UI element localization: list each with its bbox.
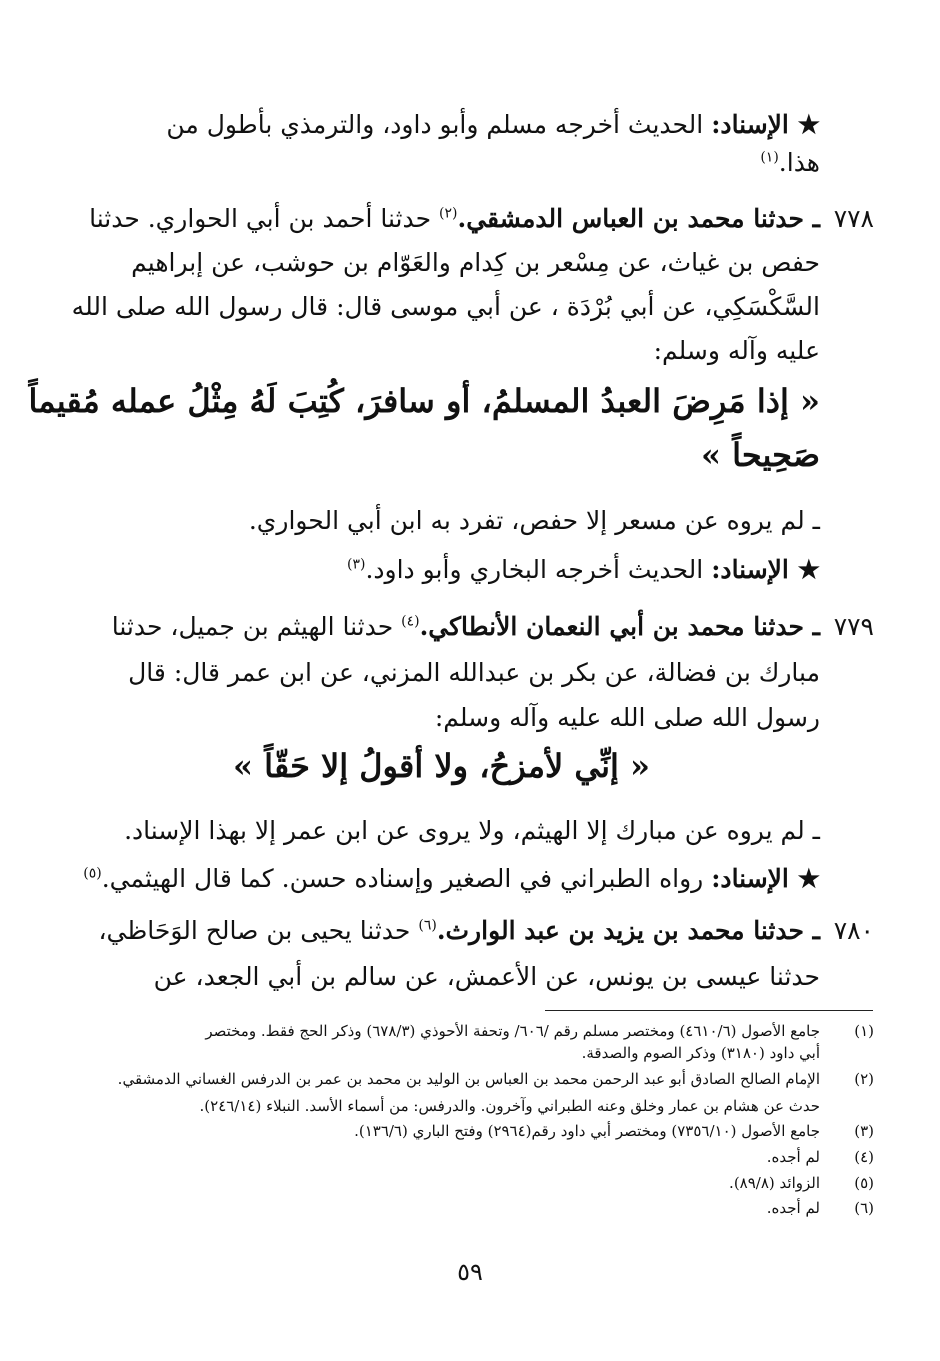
footnote-ref: (٤): [401, 613, 420, 630]
footnote-number: (٢): [854, 1070, 874, 1088]
hadith-number: ٧٧٨: [833, 204, 874, 233]
isnad-label: ★ الإسناد:: [711, 555, 820, 584]
footnote-divider: [545, 1010, 873, 1011]
footnote-ref: (٢): [439, 205, 458, 222]
isnad-line: [166, 108, 820, 142]
footnote-ref: (٦): [418, 917, 437, 934]
isnad-label: ★ الإسناد:: [711, 864, 820, 893]
isnad-text: الحديث أخرجه البخاري وأبو داود.: [365, 555, 712, 584]
isnad-line: [347, 553, 820, 587]
footnote-text: جامع الأصول (٧٣٥٦/١٠) ومختصر أبي داود رقم(٢٩٦٤) وفتح الباري (١٣٦/٦).: [354, 1122, 820, 1140]
chain-text: ـ حدثنا محمد بن أبي النعمان الأنطاكي.: [419, 612, 820, 641]
footnote-text: جامع الأصول (٤٦١٠/٦) ومختصر مسلم رقم /٦٠٦/ وتحفة الأحوذي (٦٧٨/٣) وذكر الحج فقط. ومختصر: [205, 1022, 820, 1040]
hadith-chain-line: حدثنا عيسى بن يونس، عن الأعمش، عن سالم بن أبي الجعد، عن: [153, 962, 820, 991]
chain-text: حدثنا يحيى بن صالح الوَحَاظي،: [98, 916, 419, 945]
chain-text: حدثنا أحمد بن أبي الحواري. حدثنا: [89, 204, 440, 233]
hadith-chain-line: عليه وآله وسلم:: [653, 336, 820, 365]
hadith-chain-line: حفص بن غياث، عن مِسْعر بن كِدام والعَوّام بن حوشب، عن إبراهيم: [131, 248, 820, 277]
footnote-number: (٣): [854, 1122, 874, 1140]
hadith-chain-line: [89, 202, 820, 236]
hadith-number: ٧٨٠: [833, 916, 874, 945]
footnote-number: (٤): [854, 1148, 874, 1166]
hadith-chain-line: [112, 610, 820, 644]
hadith-chain-line: مبارك بن فضالة، عن بكر بن عبدالله المزني، عن ابن عمر قال: قال: [128, 658, 820, 687]
footnote-number: (٥): [854, 1174, 874, 1192]
footnote-number: (١): [854, 1022, 874, 1040]
isnad-text: رواه الطبراني في الصغير وإسناده حسن. كما قال الهيثمي.: [101, 864, 712, 893]
isnad-label: ★ الإسناد:: [711, 110, 820, 139]
chain-text: ـ حدثنا محمد بن العباس الدمشقي.: [457, 204, 820, 233]
isnad-text: الحديث أخرجه مسلم وأبو داود، والترمذي بأطول من: [166, 110, 712, 139]
footnote-ref: (٥): [83, 865, 102, 882]
hadith-text-line: « إذا مَرِضَ العبدُ المسلمُ، أو سافرَ، كُتِبَ لَهُ مِثْلُ عمله مُقيماً: [28, 382, 820, 420]
hadith-chain-line: السَّكْسَكِي، عن أبي بُرْدَة ، عن أبي موسى قال: قال رسول الله صلى الله: [71, 292, 820, 321]
hadith-note: ـ لم يروه عن مسعر إلا حفص، تفرد به ابن أبي الحواري.: [248, 506, 820, 535]
hadith-text-line: « إنِّي لأمزحُ، ولا أقولُ إلا حَقّاً »: [232, 747, 650, 785]
footnote-text: لم أجده.: [766, 1199, 820, 1217]
footnote-ref: (٣): [346, 556, 366, 573]
isnad-line: [83, 862, 820, 896]
footnote-ref: (١): [760, 149, 779, 166]
footnote-text: الزوائد (٨٩/٨).: [729, 1174, 820, 1192]
footnote-text: أبي داود (٣١٨٠) وذكر الصوم والصدقة.: [581, 1044, 820, 1062]
hadith-text-line: صَحِيحاً »: [700, 436, 820, 474]
footnote-text: حدث عن هشام بن عمار وخلق وعنه الطبراني وآخرون. والدرفس: من أسماء الأسد. النبلاء (٢٤٦/١٤).: [199, 1097, 820, 1115]
hadith-note: ـ لم يروه عن مبارك إلا الهيثم، ولا يروى عن ابن عمر إلا بهذا الإسناد.: [124, 816, 820, 845]
hadith-chain-line: رسول الله صلى الله عليه وآله وسلم:: [434, 703, 820, 732]
chain-text: ـ حدثنا محمد بن يزيد بن عبد الوارث.: [436, 916, 820, 945]
footnote-text: الإمام الصالح الصادق أبو عبد الرحمن محمد بن العباس بن الوليد بن محمد بن عمر بن الدرفس الغساني الدمشقي.: [117, 1070, 820, 1088]
isnad-line-continued: [760, 146, 820, 180]
page-number: ٥٩: [457, 1258, 483, 1286]
isnad-text: هذا.: [778, 148, 820, 177]
chain-text: حدثنا الهيثم بن جميل، حدثنا: [111, 612, 402, 641]
hadith-chain-line: [98, 914, 820, 948]
footnote-text: لم أجده.: [766, 1148, 820, 1166]
footnote-number: (٦): [854, 1199, 874, 1217]
hadith-number: ٧٧٩: [833, 612, 874, 641]
